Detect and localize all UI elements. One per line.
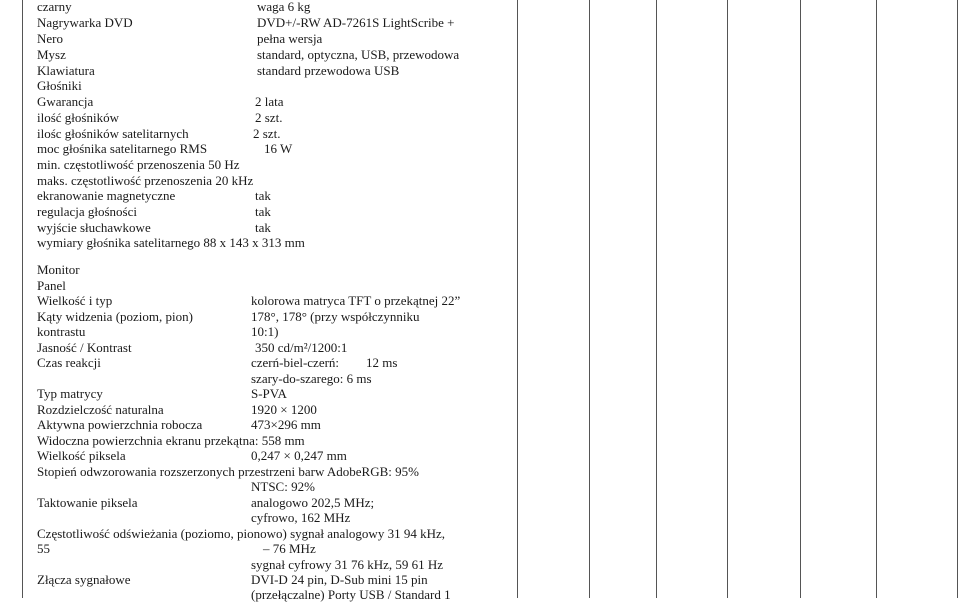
spec-label: Rozdzielczość naturalna <box>37 402 164 417</box>
spec-value: tak <box>255 204 271 219</box>
spec-line: Stopień odwzorowania rozszerzonych przestrzeni barw AdobeRGB: 95% <box>37 464 419 479</box>
column-divider <box>589 0 590 598</box>
spec-label: moc głośnika satelitarnego RMS <box>37 141 208 156</box>
spec-line: maks. częstotliwość przenoszenia 20 kHz <box>37 173 254 188</box>
spec-label: Panel <box>37 278 66 293</box>
spec-label: Taktowanie piksela <box>37 495 138 510</box>
spec-value: szary-do-szarego: 6 ms <box>251 371 372 386</box>
spec-value: cyfrowo, 162 MHz <box>251 510 351 525</box>
spec-value: czerń-biel-czerń: <box>251 355 340 370</box>
spec-value: NTSC: 92% <box>251 479 315 494</box>
column-divider <box>876 0 877 598</box>
spec-label: Głośniki <box>37 78 82 93</box>
spec-value: 2 szt. <box>255 110 283 125</box>
spec-value: 178°, 178° (przy współczynniku <box>251 309 420 324</box>
spec-value: waga 6 kg <box>257 0 311 14</box>
spec-value: 0,247 × 0,247 mm <box>251 448 347 463</box>
spec-value: kolorowa matryca TFT o przekątnej 22” <box>251 293 461 308</box>
spec-label: ilośc głośników satelitarnych <box>37 126 189 141</box>
spec-line: wymiary głośnika satelitarnego 88 x 143 x 313 mm <box>37 235 305 250</box>
spec-value: 1920 × 1200 <box>251 402 317 417</box>
spec-value: pełna wersja <box>257 31 323 46</box>
spec-value: 2 lata <box>255 94 284 109</box>
spec-value: 350 cd/m²/1200:1 <box>255 340 348 355</box>
spec-label: Jasność / Kontrast <box>37 340 132 355</box>
spec-label: Typ matrycy <box>37 386 103 401</box>
spec-value: standard przewodowa USB <box>257 63 400 78</box>
spec-label: Gwarancja <box>37 94 94 109</box>
spec-value: 10:1) <box>251 324 279 339</box>
spec-value: 473×296 mm <box>251 417 321 432</box>
spec-label: regulacja głośności <box>37 204 137 219</box>
spec-label: Aktywna powierzchnia robocza <box>37 417 203 432</box>
section-heading: Monitor <box>37 262 80 277</box>
column-divider <box>22 0 23 598</box>
spec-label: wyjście słuchawkowe <box>37 220 151 235</box>
spec-label: Klawiatura <box>37 63 95 78</box>
spec-label: Czas reakcji <box>37 355 101 370</box>
spec-line: Widoczna powierzchnia ekranu przekątna: 558 mm <box>37 433 305 448</box>
spec-line: Częstotliwość odświeżania (poziomo, pionowo) sygnał analogowy 31 94 kHz, <box>37 526 445 541</box>
spec-label: czarny <box>37 0 72 14</box>
spec-value: 12 ms <box>366 355 398 370</box>
spec-label: Kąty widzenia (poziom, pion) <box>37 309 193 324</box>
spec-line: 55 <box>37 541 50 556</box>
spec-label: Wielkość piksela <box>37 448 126 463</box>
column-divider <box>656 0 657 598</box>
column-divider <box>800 0 801 598</box>
spec-value: sygnał cyfrowy 31 76 kHz, 59 61 Hz <box>251 557 444 572</box>
spec-label: Nagrywarka DVD <box>37 15 133 30</box>
spec-label: Mysz <box>37 47 66 62</box>
column-divider <box>957 0 958 598</box>
spec-label: kontrastu <box>37 324 86 339</box>
spec-value: DVD+/-RW AD-7261S LightScribe + <box>257 15 455 30</box>
spec-label: Wielkość i typ <box>37 293 113 308</box>
column-divider <box>727 0 728 598</box>
spec-value: – 76 MHz <box>263 541 316 556</box>
spec-value: S-PVA <box>251 386 287 401</box>
spec-value: standard, optyczna, USB, przewodowa <box>257 47 460 62</box>
spec-value: 16 W <box>264 141 293 156</box>
spec-value: analogowo 202,5 MHz; <box>251 495 375 510</box>
spec-value: DVI-D 24 pin, D-Sub mini 15 pin <box>251 572 428 587</box>
spec-label: Nero <box>37 31 63 46</box>
spec-label: ilość głośników <box>37 110 119 125</box>
spec-value: tak <box>255 220 271 235</box>
spec-label: Złącza sygnałowe <box>37 572 131 587</box>
spec-value: (przełączalne) Porty USB / Standard 1 <box>251 587 451 602</box>
spec-value: tak <box>255 188 271 203</box>
spec-label: ekranowanie magnetyczne <box>37 188 176 203</box>
column-divider <box>517 0 518 598</box>
spec-value: 2 szt. <box>253 126 281 141</box>
spec-line: min. częstotliwość przenoszenia 50 Hz <box>37 157 240 172</box>
